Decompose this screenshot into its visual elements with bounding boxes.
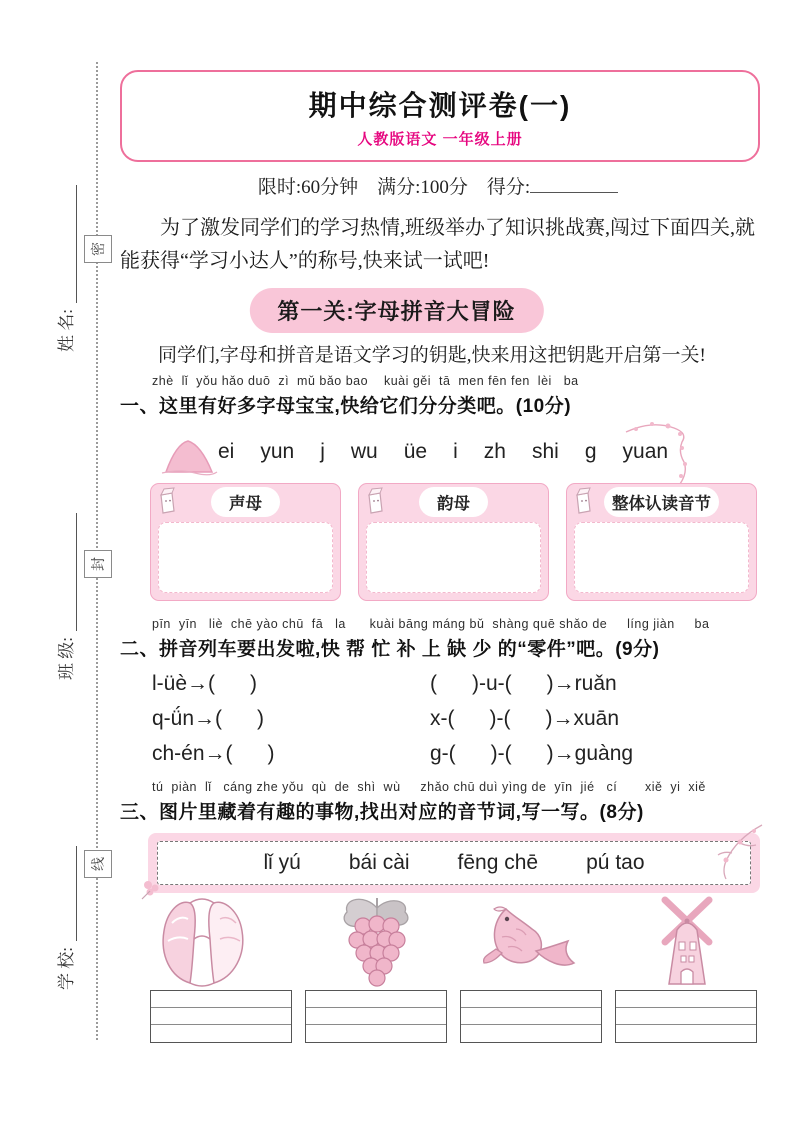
class-input-line[interactable] <box>75 513 77 631</box>
q1-pinyin: zhè lǐ yǒu hǎo duō zì mǔ bǎo bao kuài gěi tā men fēn fen lèi ba <box>152 374 579 388</box>
shengmu-answer-area[interactable] <box>158 522 333 593</box>
grapes-image <box>335 892 420 988</box>
letter-item: wu <box>350 440 378 463</box>
q2-blank-r2-right[interactable]: x-( )-( )→xuān <box>430 707 620 730</box>
word-bank-item: pú tao <box>586 851 645 874</box>
q3-pinyin: tú piàn lǐ cáng zhe yǒu qù de shì wù zhǎo chū duì yìng de yīn jié cí xiě yi xiě <box>152 780 706 794</box>
seal-char-feng: 封 <box>84 550 112 578</box>
paper-subtitle: 人教版语文 一年级上册 <box>357 130 523 148</box>
intro-paragraph: 为了激发同学们的学习热情,班级举办了知识挑战赛,闯过下面四关,就能获得“学习小达人”的称号,快来试一试吧! <box>120 217 755 272</box>
q1-letter-list <box>205 440 681 464</box>
category-label: 韵母 <box>419 487 488 517</box>
q2-blank-r1-right[interactable]: ( )-u-( )→ruǎn <box>430 672 617 695</box>
q2-blank-r3-right[interactable]: g-( )-( )→guàng <box>430 742 634 765</box>
paper-title: 期中综合测评卷(一) <box>308 89 572 121</box>
letter-item: üe <box>403 440 428 463</box>
word-bank-item: bái cài <box>348 851 410 874</box>
q2-blank-r3-left[interactable]: ch-én→( ) <box>152 742 275 765</box>
score-input-line[interactable] <box>530 191 618 193</box>
school-label: 学 校: <box>57 947 76 990</box>
word-bank-item: fēng chē <box>457 851 539 874</box>
pinyin-writing-grid-1[interactable] <box>150 990 292 1043</box>
carp-fish-image <box>480 903 585 985</box>
school-input-line[interactable] <box>75 846 77 941</box>
windmill-image <box>645 892 731 988</box>
letter-item: ei <box>218 440 235 463</box>
word-bank-item: lǐ yú <box>263 851 301 874</box>
q2-blank-r2-left[interactable]: q-ǘn→( ) <box>152 707 265 730</box>
pinyin-writing-grid-3[interactable] <box>460 990 602 1043</box>
zhengti-answer-area[interactable] <box>574 522 749 593</box>
category-label: 整体认读音节 <box>604 487 719 517</box>
blossom-branch-icon <box>696 821 766 881</box>
student-name-field <box>52 122 77 352</box>
student-class-field <box>52 450 77 680</box>
yunmu-answer-area[interactable] <box>366 522 541 593</box>
letter-item: shi <box>531 440 559 463</box>
student-school-field <box>52 785 77 990</box>
seal-char-mi: 密 <box>84 235 112 263</box>
time-limit: 限时:60分钟 <box>257 177 359 198</box>
q3-title: 三、图片里藏着有趣的事物,找出对应的音节词,写一写。(8分) <box>120 802 644 823</box>
q2-title: 二、拼音列车要出发啦,快 帮 忙 补 上 缺 少 的“零件”吧。(9分) <box>120 639 660 660</box>
category-box-yunmu <box>358 483 549 601</box>
name-label: 姓 名: <box>57 309 76 352</box>
name-input-line[interactable] <box>75 185 77 303</box>
category-box-shengmu <box>150 483 341 601</box>
full-score: 满分:100分 <box>377 177 468 198</box>
paper-header-box <box>120 70 760 162</box>
word-bank-box <box>148 833 760 893</box>
category-label: 声母 <box>211 487 280 517</box>
section1-banner: 第一关:字母拼音大冒险 <box>249 288 543 333</box>
letter-item: zh <box>483 440 506 463</box>
section1-lead: 同学们,字母和拼音是语文学习的钥匙,快来用这把钥匙开启第一关! <box>158 345 706 366</box>
letter-item: j <box>320 440 325 463</box>
pinyin-writing-grid-2[interactable] <box>305 990 447 1043</box>
letter-item: yun <box>260 440 295 463</box>
letter-item: g <box>584 440 597 463</box>
cabbage-image <box>152 893 267 988</box>
q2-blank-r1-left[interactable]: l-üè→( ) <box>152 672 258 695</box>
seal-char-xian: 线 <box>84 850 112 878</box>
q2-pinyin: pīn yīn liè chē yào chū fā la kuài bāng máng bǔ shàng quē shǎo de líng jiàn ba <box>152 617 710 631</box>
score-label: 得分: <box>486 177 531 198</box>
word-bank-list <box>157 841 751 885</box>
letter-item: i <box>453 440 458 463</box>
category-box-zhengtirendu <box>566 483 757 601</box>
class-label: 班 级: <box>57 637 76 680</box>
q1-title: 一、这里有好多字母宝宝,快给它们分分类吧。(10分) <box>120 396 572 417</box>
exam-info-line <box>120 172 756 199</box>
pinyin-writing-grid-4[interactable] <box>615 990 757 1043</box>
letter-item: yuan <box>622 440 669 463</box>
